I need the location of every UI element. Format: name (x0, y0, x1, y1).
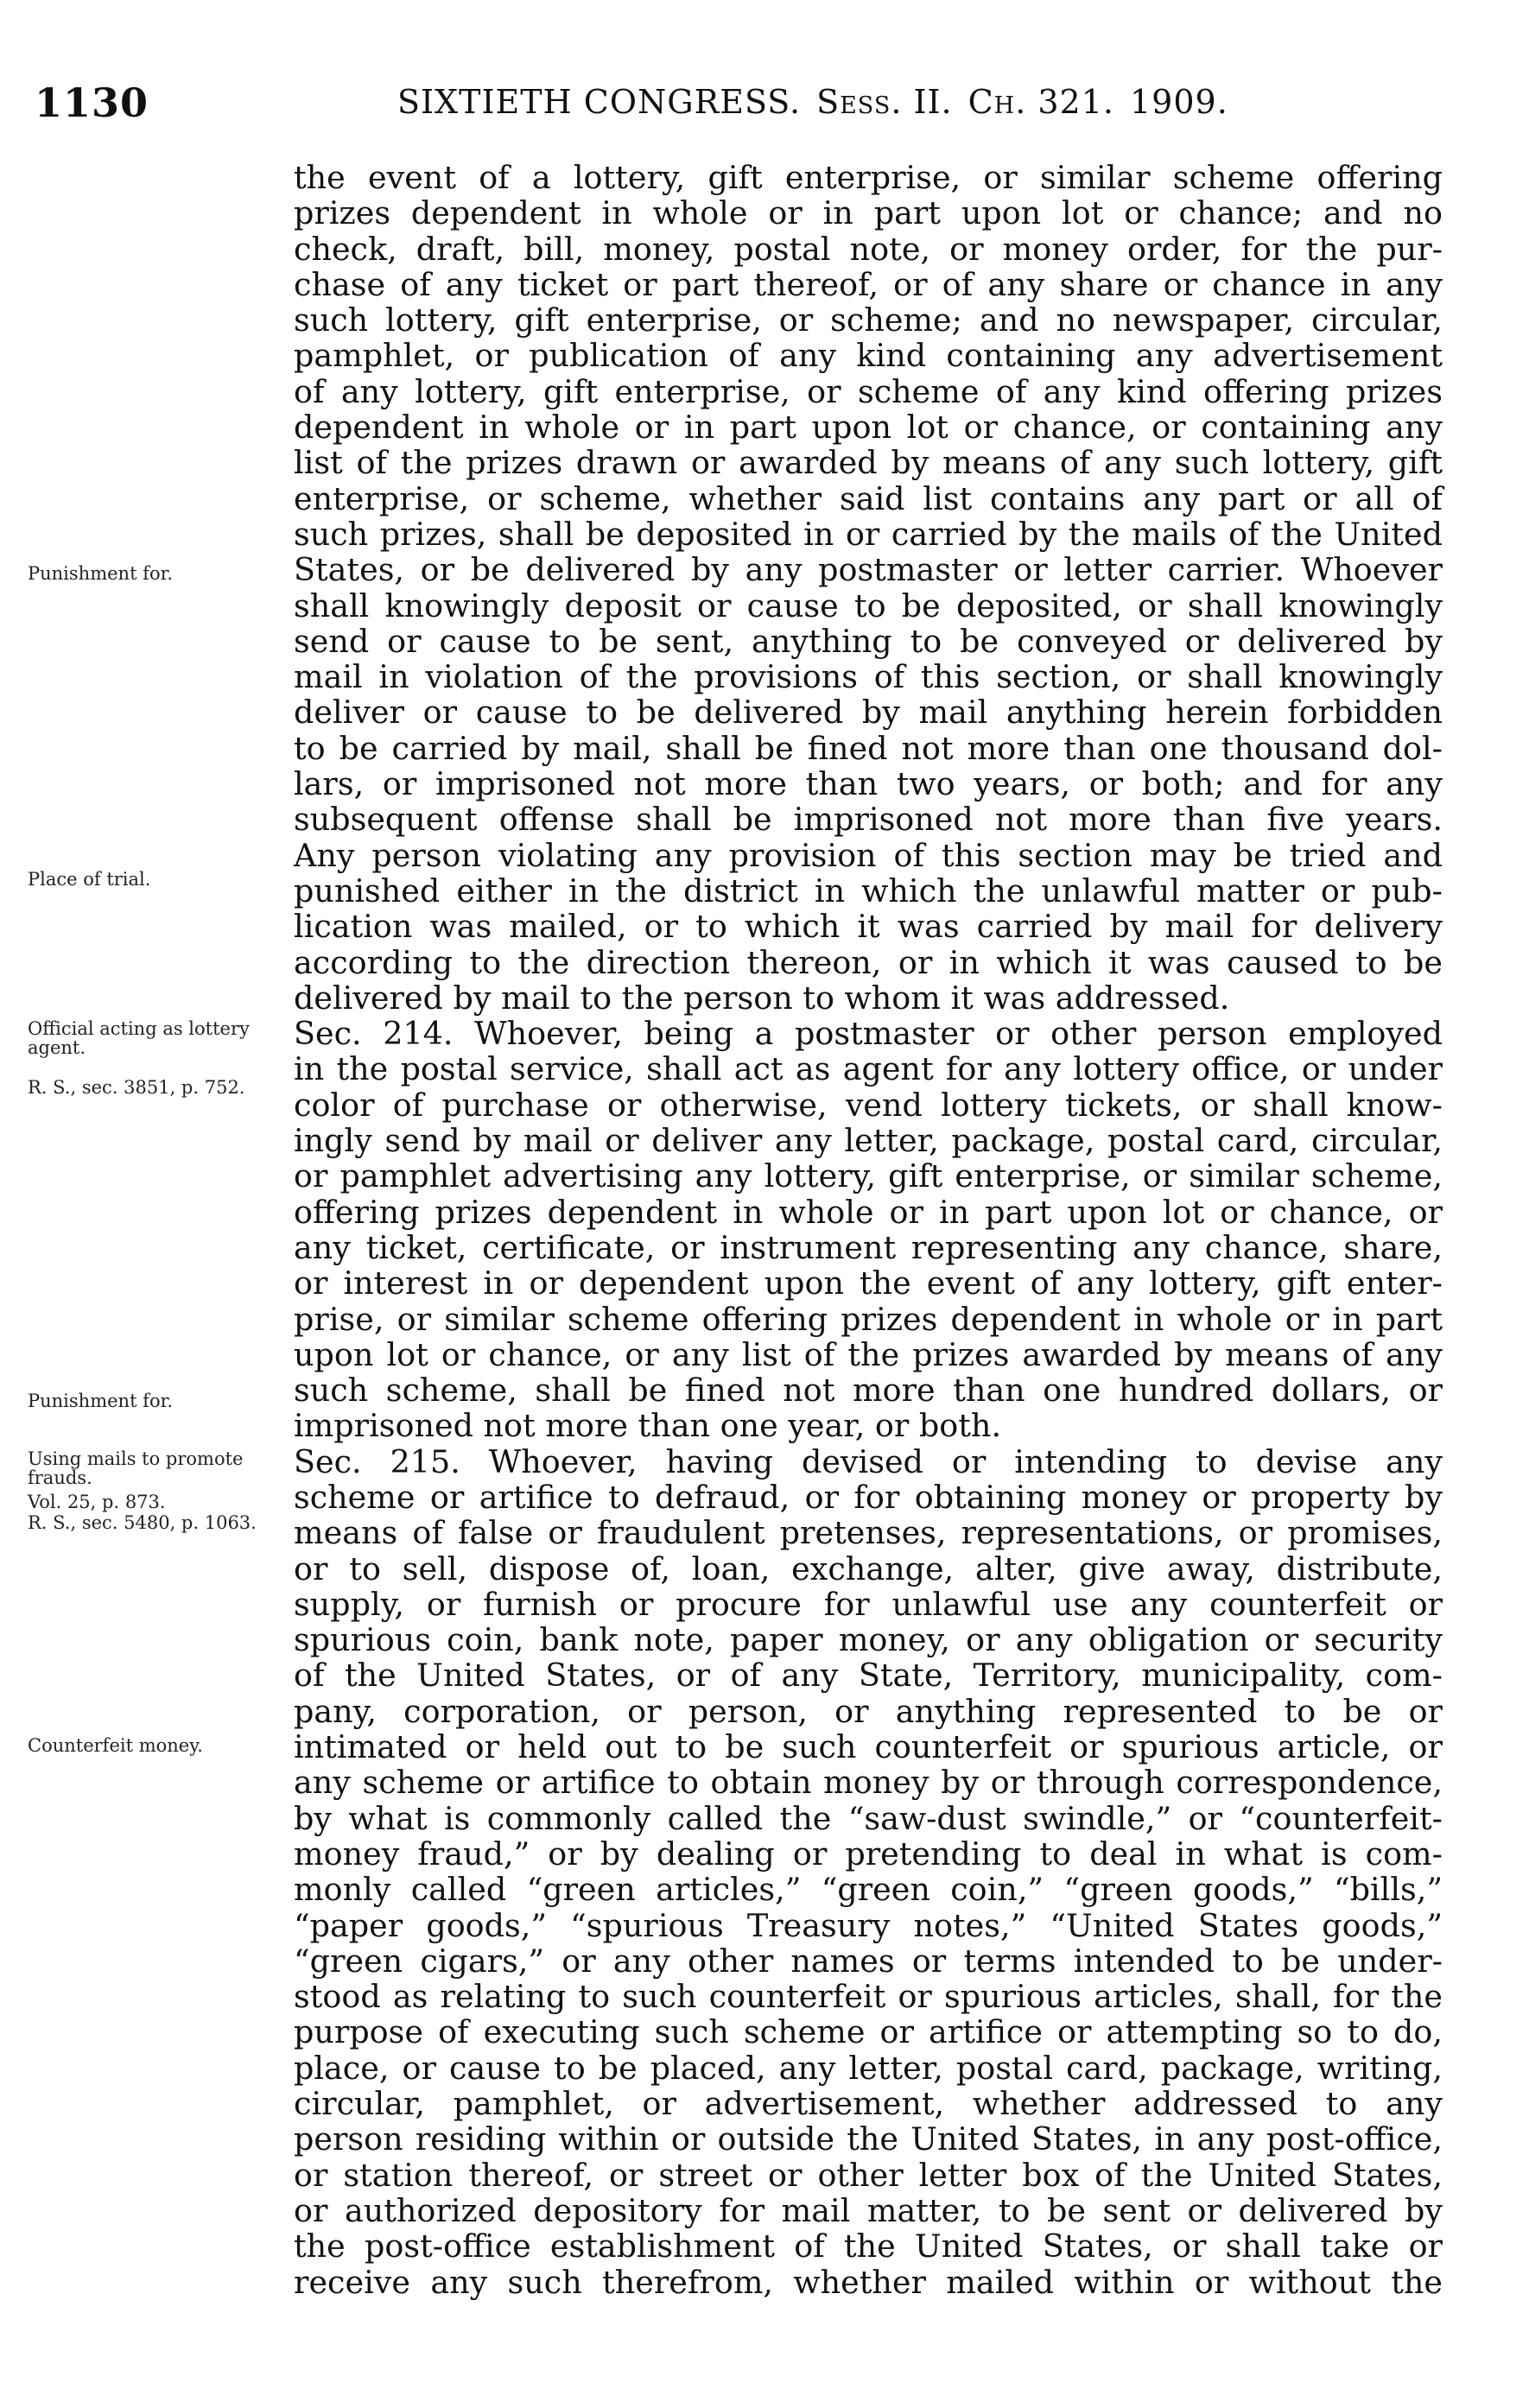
page-number: 1130 (35, 79, 149, 126)
sidenote: Place of trial. (28, 869, 151, 890)
text-line: prizes dependent in whole or in part upon lot or chance; and no (294, 194, 1443, 232)
text-line: in the postal service, shall act as agent for any lottery office, or under (294, 1050, 1443, 1088)
text-line: intimated or held out to be such counterfeit or spurious article, or (294, 1728, 1443, 1766)
text-line: imprisoned not more than one year, or both. (294, 1407, 1002, 1445)
text-line: color of purchase or otherwise, vend lottery tickets, or shall know- (294, 1086, 1443, 1124)
text-line: States, or be delivered by any postmaster or letter carrier. Whoever (294, 551, 1443, 589)
text-line: person residing within or outside the United States, in any post-office, (294, 2120, 1443, 2158)
text-line: purpose of executing such scheme or artifice or attempting so to do, (294, 2013, 1443, 2051)
sidenote: Counterfeit money. (28, 1735, 203, 1756)
text-line: “green cigars,” or any other names or terms intended to be under- (294, 1942, 1443, 1980)
sidenote: R. S., sec. 5480, p. 1063. (28, 1512, 257, 1533)
text-line: or interest in or dependent upon the event of any lottery, gift enter- (294, 1264, 1443, 1302)
text-line: Sec. 215. Whoever, having devised or intending to devise any (294, 1442, 1443, 1480)
sidenote: R. S., sec. 3851, p. 752. (28, 1077, 245, 1098)
text-line: such prizes, shall be deposited in or carried by the mails of the United (294, 515, 1443, 553)
text-line: to be carried by mail, shall be fined not more than one thousand dol- (294, 729, 1443, 767)
text-line: ingly send by mail or deliver any letter, package, postal card, circular, (294, 1122, 1443, 1160)
sidenote: Punishment for. (28, 1391, 173, 1411)
body-text (294, 160, 1443, 2300)
running-title (397, 83, 1228, 121)
text-line: supply, or furnish or procure for unlawful use any counterfeit or (294, 1585, 1443, 1623)
text-line: according to the direction thereon, or in which it was caused to be (294, 943, 1443, 981)
text-line: enterprise, or scheme, whether said list contains any part or all of (294, 479, 1443, 517)
text-line: punished either in the district in which the unlawful matter or pub- (294, 871, 1443, 909)
text-line: monly called “green articles,” “green coin,” “green goods,” “bills,” (294, 1871, 1443, 1909)
text-line: spurious coin, bank note, paper money, or any obligation or security (294, 1621, 1443, 1659)
text-line: circular, pamphlet, or advertisement, whether addressed to any (294, 2085, 1443, 2123)
text-line: send or cause to be sent, anything to be conveyed or delivered by (294, 622, 1443, 660)
running-header (35, 79, 1451, 131)
text-line: “paper goods,” “spurious Treasury notes,” “United States goods,” (294, 1906, 1443, 1944)
text-line: subsequent offense shall be imprisoned not more than five years. (294, 801, 1443, 839)
session-label: Sess. II. (816, 83, 953, 121)
text-line: dependent in whole or in part upon lot or chance, or containing any (294, 409, 1443, 447)
text-line: receive any such therefrom, whether mailed within or without the (294, 2263, 1443, 2301)
text-line: any ticket, certificate, or instrument representing any chance, share, (294, 1228, 1443, 1266)
sidenote: Using mails to promote frauds. (28, 1448, 244, 1488)
text-line: delivered by mail to the person to whom it was addressed. (294, 979, 1230, 1017)
sidenote: Official acting as lottery agent. (28, 1018, 250, 1058)
text-line: pamphlet, or publication of any kind containing any advertisement (294, 337, 1443, 375)
text-line: pany, corporation, or person, or anything represented to be or (294, 1692, 1443, 1730)
text-line: of any lottery, gift enterprise, or scheme of any kind offering prizes (294, 372, 1443, 410)
text-line: any scheme or artifice to obtain money by or through correspondence, (294, 1764, 1443, 1802)
congress-title: SIXTIETH CONGRESS. (397, 83, 802, 121)
text-line: such scheme, shall be fined not more than one hundred dollars, or (294, 1372, 1443, 1410)
text-line: or authorized depository for mail matter, to be sent or delivered by (294, 2191, 1443, 2229)
text-line: place, or cause to be placed, any letter, postal card, package, writing, (294, 2049, 1443, 2087)
text-line: list of the prizes drawn or awarded by means of any such lottery, gift (294, 444, 1443, 482)
text-line: the post-office establishment of the United States, or shall take or (294, 2227, 1443, 2265)
text-line: or to sell, dispose of, loan, exchange, alter, give away, distribute, (294, 1549, 1443, 1587)
text-line: money fraud,” or by dealing or pretending to deal in what is com- (294, 1835, 1443, 1873)
text-line: lication was mailed, or to which it was carried by mail for delivery (294, 908, 1443, 946)
text-line: lars, or imprisoned not more than two years, or both; and for any (294, 765, 1443, 803)
text-line: Sec. 214. Whoever, being a postmaster or other person employed (294, 1015, 1443, 1053)
text-line: mail in violation of the provisions of this section, or shall knowingly (294, 658, 1443, 696)
text-line: or pamphlet advertising any lottery, gift enterprise, or similar scheme, (294, 1157, 1443, 1195)
chapter-label: Ch. 321. (968, 83, 1114, 121)
text-line: Any person violating any provision of this section may be tried and (294, 836, 1443, 874)
year-label: 1909. (1129, 83, 1228, 121)
text-line: means of false or fraudulent pretenses, representations, or promises, (294, 1514, 1443, 1552)
text-line: by what is commonly called the “saw-dust swindle,” or “counterfeit- (294, 1799, 1443, 1837)
sidenote: Punishment for. (28, 563, 173, 584)
text-line: upon lot or chance, or any list of the prizes awarded by means of any (294, 1335, 1443, 1373)
text-line: the event of a lottery, gift enterprise, or similar scheme offering (294, 159, 1443, 196)
text-line: stood as relating to such counterfeit or spurious articles, shall, for the (294, 1978, 1443, 2016)
text-line: offering prizes dependent in whole or in part upon lot or chance, or (294, 1193, 1443, 1231)
sidenote: Vol. 25, p. 873. (28, 1492, 166, 1512)
text-line: prise, or similar scheme offering prizes dependent in whole or in part (294, 1300, 1443, 1338)
text-line: shall knowingly deposit or cause to be deposited, or shall knowingly (294, 586, 1443, 624)
text-line: chase of any ticket or part thereof, or of any share or chance in any (294, 265, 1443, 303)
text-line: of the United States, or of any State, Territory, municipality, com- (294, 1657, 1443, 1695)
text-line: such lottery, gift enterprise, or scheme; and no newspaper, circular, (294, 301, 1443, 339)
text-line: deliver or cause to be delivered by mail anything herein forbidden (294, 694, 1443, 732)
text-line: or station thereof, or street or other letter box of the United States, (294, 2156, 1443, 2194)
text-line: scheme or artifice to defraud, or for obtaining money or property by (294, 1478, 1443, 1516)
text-line: check, draft, bill, money, postal note, or money order, for the pur- (294, 230, 1443, 268)
